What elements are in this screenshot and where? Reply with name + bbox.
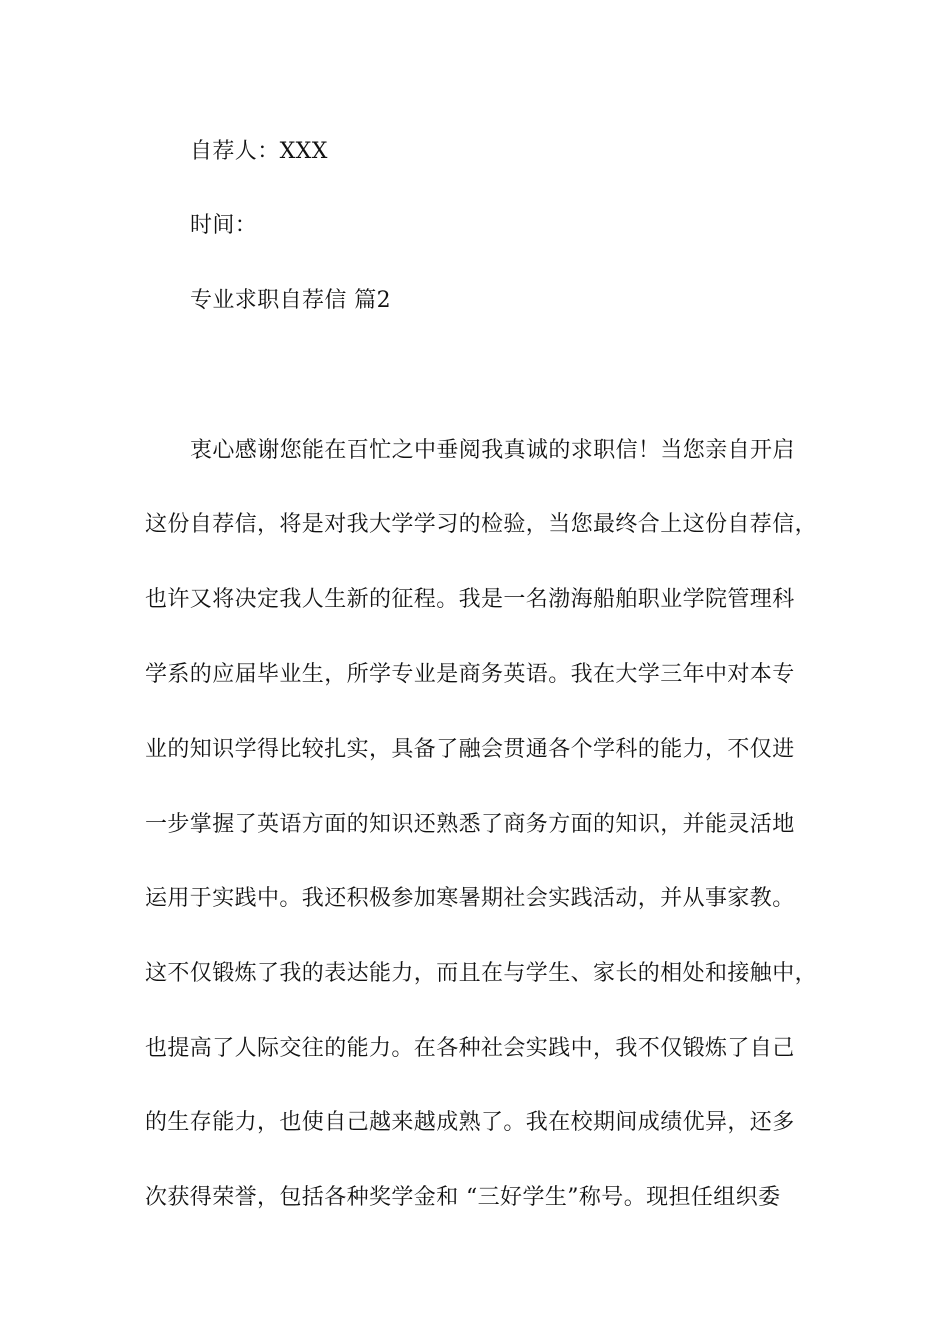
paragraph-line: 学系的应届毕业生，所学专业是商务英语。我在大学三年中对本专 bbox=[145, 662, 795, 687]
paragraph-line: 这不仅锻炼了我的表达能力，而且在与学生、家长的相处和接触中， bbox=[145, 961, 818, 986]
paragraph-line: 这份自荐信，将是对我大学学习的检验，当您最终合上这份自荐信， bbox=[145, 512, 818, 537]
recommender-line: 自荐人：XXX bbox=[190, 139, 328, 164]
paragraph-line: 一步掌握了英语方面的知识还熟悉了商务方面的知识，并能灵活地 bbox=[145, 812, 795, 837]
time-line: 时间： bbox=[190, 213, 258, 238]
paragraph-line: 运用于实践中。我还积极参加寒暑期社会实践活动，并从事家教。 bbox=[145, 886, 795, 911]
paragraph-line: 次获得荣誉，包括各种奖学金和 “三好学生”称号。现担任组织委 bbox=[145, 1185, 781, 1210]
paragraph-line: 也许又将决定我人生新的征程。我是一名渤海船舶职业学院管理科 bbox=[145, 587, 795, 612]
paragraph-line: 衷心感谢您能在百忙之中垂阅我真诚的求职信！当您亲自开启 bbox=[190, 438, 795, 463]
paragraph-line: 业的知识学得比较扎实，具备了融会贯通各个学科的能力，不仅进 bbox=[145, 737, 795, 762]
paragraph-line: 的生存能力，也使自己越来越成熟了。我在校期间成绩优异，还多 bbox=[145, 1110, 795, 1135]
paragraph-line: 也提高了人际交往的能力。在各种社会实践中，我不仅锻炼了自己 bbox=[145, 1036, 795, 1061]
section-title: 专业求职自荐信 篇2 bbox=[190, 288, 391, 313]
